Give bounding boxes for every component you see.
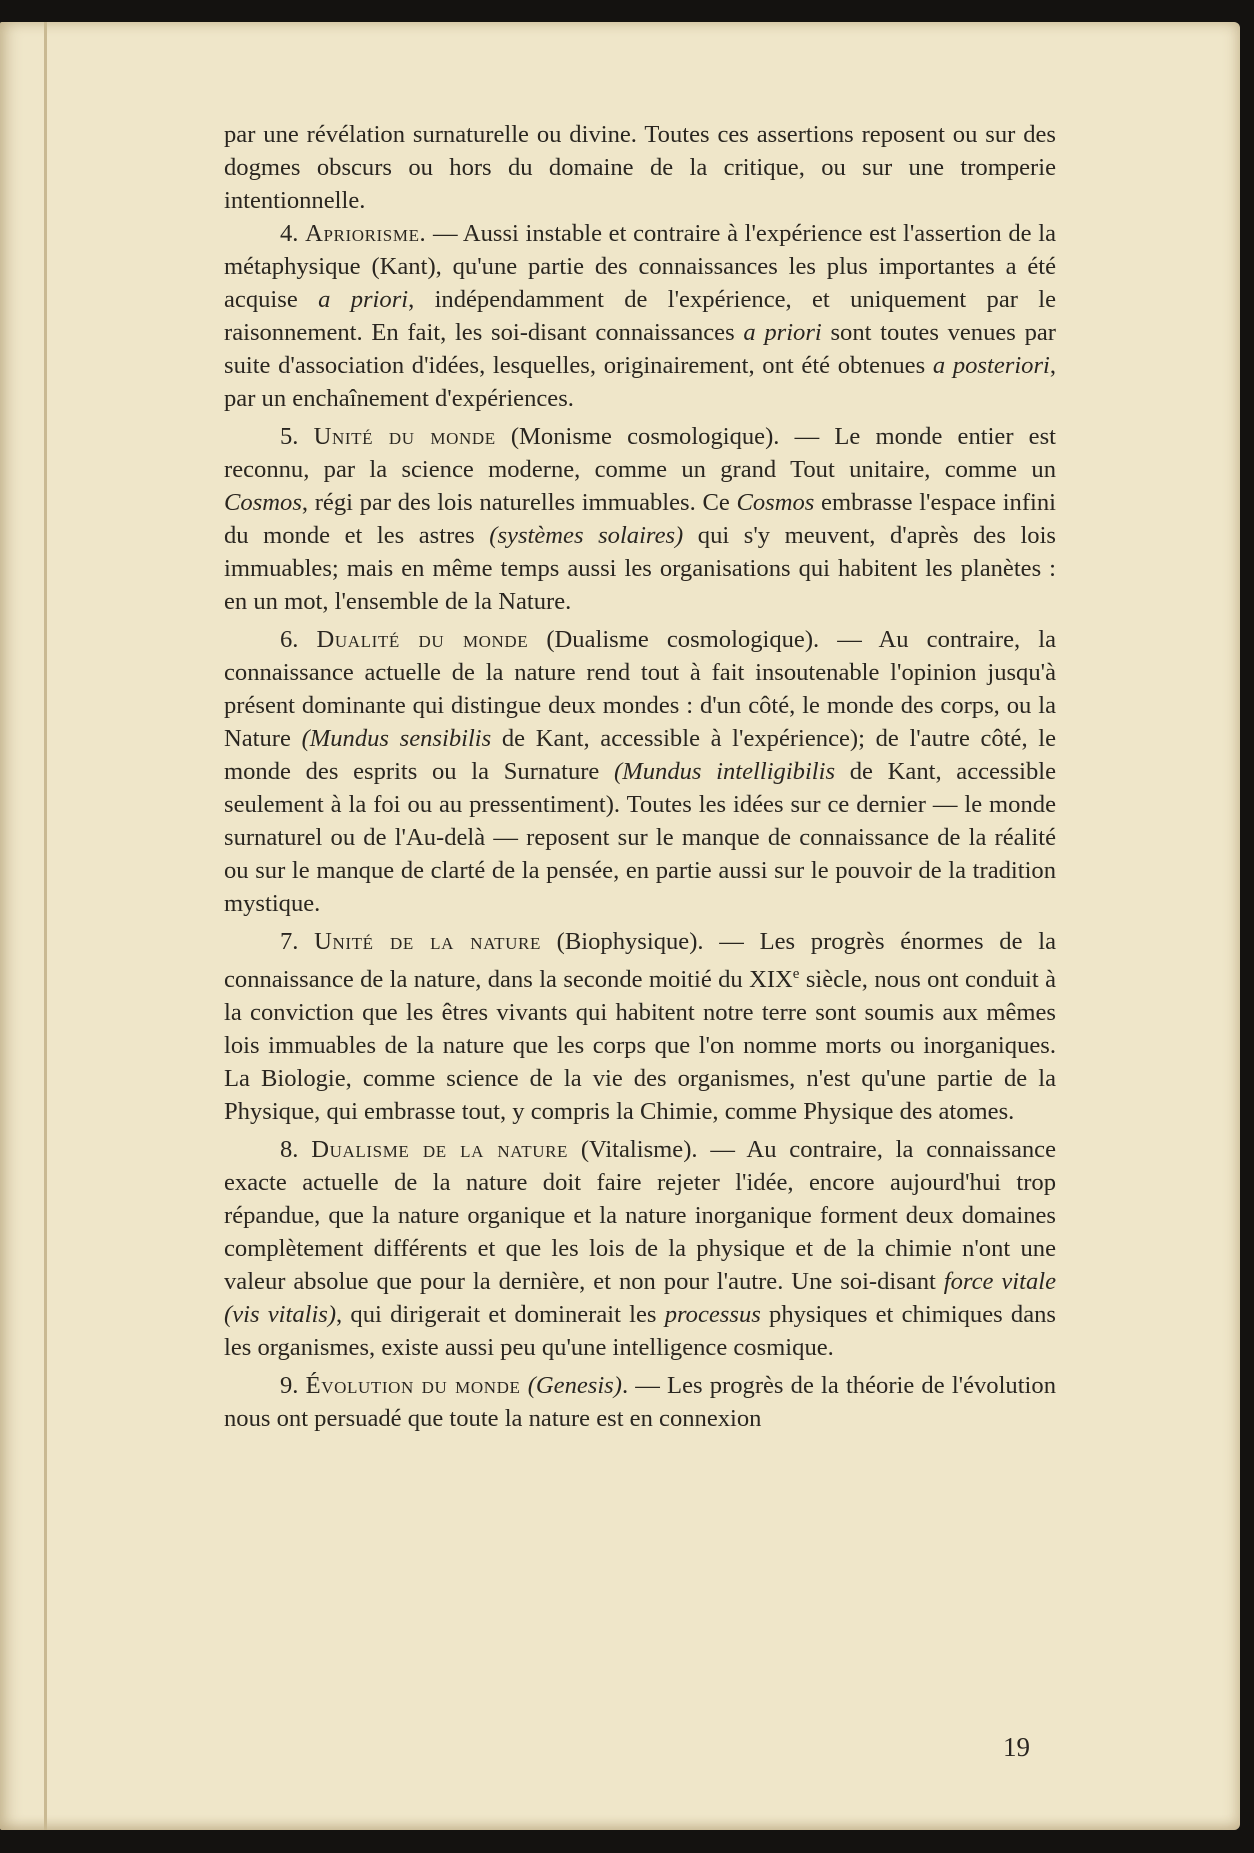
italic-term: (Genesis) [527,1372,622,1400]
section-text: — Aussi instable et contraire à l'expérience est l'assertion de la métaphysique (Kant), qu'une partie des connaissances les plus importantes a été acquise [224,220,1056,313]
section-text: , régi par des lois naturelles immuables. Ce [301,489,737,516]
section-text: (Monisme cosmologique). — Le monde entier est reconnu, par la science moderne, comme un grand Tout unitaire, comme un [224,423,1056,483]
page-number: 19 [1003,1732,1030,1762]
page-body-text [224,118,1056,1435]
section-heading: Unité de la nature [314,928,541,955]
italic-term: (systèmes solaires) [489,522,684,549]
section-text: embrasse l'espace infini du monde et les astres [224,489,1056,549]
section-heading: Dualisme de la nature [311,1136,569,1164]
page-binding-edge [44,22,47,1830]
italic-term: Cosmos [736,489,815,516]
section-paragraph [224,217,1056,415]
section-text: (Dualisme cosmologique). — Au contraire, la connaissance actuelle de la nature rend tout à fait insoutenable l'opinion jusqu'à présent dominante qui distingue deux mondes : d'un côté, le monde des corps, ou la Nature [224,626,1057,752]
section-paragraph [224,1133,1056,1364]
italic-term: processus [664,1301,761,1329]
section-number: 6. [280,626,299,653]
section-paragraph [224,1369,1056,1435]
section-heading: Évolution du monde [305,1372,521,1400]
section-number: 9. [280,1372,299,1400]
section-text: , par un enchaînement d'expériences. [224,352,1057,412]
section-text: de Kant, accessible à l'expérience); de l'autre côté, le monde des esprits ou la Surnature [224,725,1057,785]
section-text: qui s'y meuvent, d'après des lois immuables; mais en même temps aussi les organisations qui habitent les planètes : en un mot, l'ensemble de la Nature. [224,522,1056,615]
section-text: (Vitalisme). — Au contraire, la connaissance exacte actuelle de la nature doit faire rejeter l'idée, encore aujourd'hui trop répandue, que la nature organique et la nature inorganique forment deux domaines complètement différents et que les lois de la physique et de la chimie n'ont une valeur absolue que pour la dernière, et non pour l'autre. Une soi-disant [224,1136,1056,1296]
section-paragraph [224,623,1056,920]
sections-list [224,217,1056,1435]
italic-term: force vitale (vis vitalis) [224,1268,1056,1329]
section-heading: Apriorisme. [305,220,427,247]
section-text: , indépendamment de l'expérience, et uniquement par le raisonnement. En fait, les soi-disant connaissances [224,286,1056,346]
section-number: 4. [280,220,299,247]
section-number: 7. [280,928,299,955]
italic-term: (Mundus sensibilis [301,725,492,752]
italic-term: a posteriori [932,352,1050,379]
section-heading: Dualité du monde [316,626,529,653]
section-paragraph [224,420,1056,618]
section-paragraph [224,925,1056,1128]
section-number: 5. [280,423,299,450]
italic-term: a priori [318,286,409,313]
section-text: e [792,966,800,982]
section-text: siècle, nous ont conduit à la conviction que les êtres vivants qui habitent notre terre sont soumis aux mêmes lois immuables de la nature que les corps que l'on nomme morts ou inorganiques. La Biologie, comme science de la vie des organismes, n'est qu'une partie de la Physique, qui embrasse tout, y compris la Chimie, comme Physique des atomes. [224,966,1056,1126]
section-text: sont toutes venues par suite d'association d'idées, lesquelles, originairement, ont été obtenues [224,319,1056,379]
italic-term: Cosmos [224,489,302,516]
section-text: de Kant, accessible seulement à la foi ou au pressentiment). Toutes les idées sur ce dernier — le monde surnaturel ou de l'Au-delà — reposent sur le manque de connaissance de la réalité ou sur le manque de clarté de la pensée, en partie aussi sur le pouvoir de la tradition mystique. [224,758,1056,917]
section-number: 8. [280,1136,299,1164]
section-text [521,1372,528,1399]
section-text: . — Les progrès de la théorie de l'évolution nous ont persuadé que toute la nature est en connexion [224,1372,1056,1433]
opening-paragraph: par une révélation surnaturelle ou divine. Toutes ces assertions reposent ou sur des dogmes obscurs ou hors du domaine de la critique, ou sur une tromperie intentionnelle. [224,121,1056,214]
section-heading: Unité du monde [313,423,496,450]
section-text: , qui dirigerait et dominerait les [336,1301,665,1329]
section-text: (Biophysique). — Les progrès énormes de la connaissance de la nature, dans la seconde moitié du XIX [224,928,1056,994]
section-text: physiques et chimiques dans les organismes, existe aussi peu qu'une intelligence cosmique. [224,1301,1057,1362]
italic-term: (Mundus intelligibilis [614,758,836,785]
italic-term: a priori [743,319,822,346]
